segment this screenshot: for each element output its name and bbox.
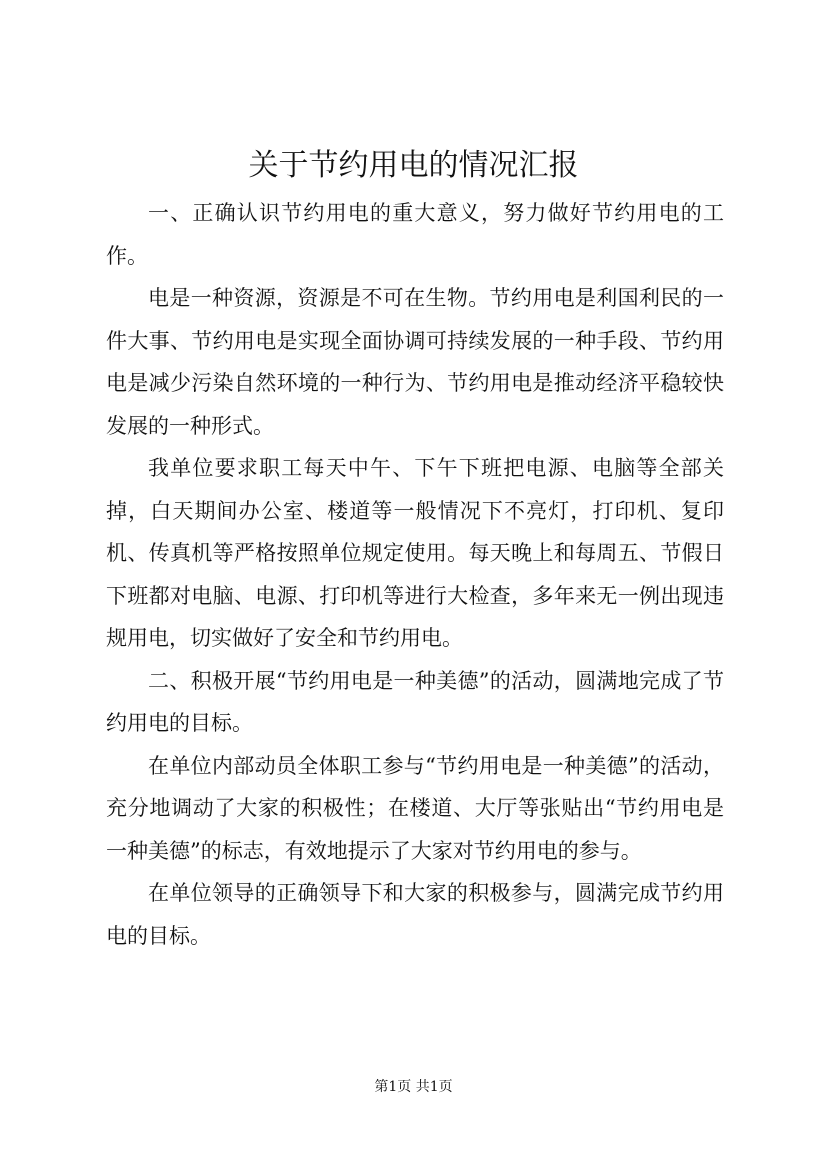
document-title: 关于节约用电的情况汇报	[248, 148, 579, 183]
paragraph-1: 一、正确认识节约用电的重大意义，努力做好节约用电的工作。	[106, 201, 724, 268]
paragraph-3: 我单位要求职工每天中午、下午下班把电源、电脑等全部关掉，白天期间办公室、楼道等一般情况下不亮灯，打印机、复印机、传真机等严格按照单位规定使用。每天晚上和每周五、节假日下班都对电脑、电源、打印机等进行大检查，多年来无一例出现违规用电，切实做好了安全和节约用电。	[106, 456, 724, 650]
paragraph-5: 在单位内部动员全体职工参与“节约用电是一种美德”的活动，充分地调动了大家的积极性；在楼道、大厅等张贴出“节约用电是一种美德”的标志，有效地提示了大家对节约用电的参与。	[106, 753, 724, 863]
paragraph-6: 在单位领导的正确领导下和大家的积极参与，圆满完成节约用电的目标。	[106, 881, 724, 948]
document-body	[106, 192, 724, 957]
paragraph-4: 二、积极开展“节约用电是一种美德”的活动，圆满地完成了节约用电的目标。	[106, 668, 724, 735]
paragraph-2: 电是一种资源，资源是不可在生物。节约用电是利国利民的一件大事、节约用电是实现全面协调可持续发展的一种手段、节约用电是减少污染自然环境的一种行为、节约用电是推动经济平稳较快发展的一种形式。	[106, 286, 724, 438]
page-footer: 第1页 共1页	[374, 1079, 453, 1095]
